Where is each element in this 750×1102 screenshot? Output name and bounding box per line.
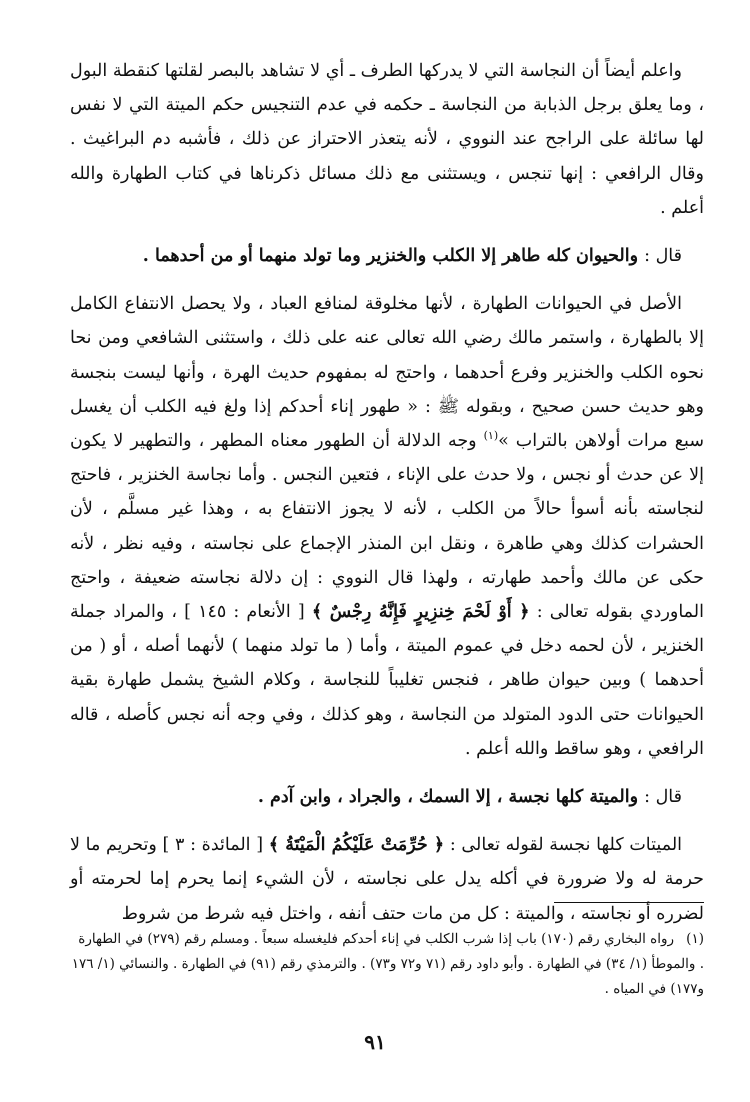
paragraph-2-part-b: وجه الدلالة أن الطهور معناه المطهر ، والتطهير لا يكون إلا عن حدث أو نجس ، ولا حدث على الإناء ، فتعين النجس . وأما نجاسة الخنزير ، فاحتج لنجاسته بأنه أسوأ حالاً من الكلب ، لأنه لا يجوز الانتفاع به ، وهذا غير مسلَّم ، لأن الحشرات كذلك وهي طاهرة ، ونقل ابن المنذر الإجماع على نجاسته ، وفيه نظر ، لأنه حكى عن مالك وأحمد طهارته ، ولهذا قال النووي : إن دلالة نجاسته ضعيفة ، واحتج الماوردي بقوله تعالى : bbox=[70, 431, 704, 623]
quran-verse-maidah: ﴿ حُرِّمَتْ عَلَيْكُمُ الْمَيْتَةُ ﴾ bbox=[268, 835, 445, 856]
heading-carrion bbox=[70, 780, 704, 814]
heading-text: والميتة كلها نجسة ، إلا السمك ، والجراد ، وابن آدم . bbox=[257, 787, 639, 808]
heading-qal: قال : bbox=[644, 246, 682, 267]
footnote-number: (١) bbox=[686, 931, 704, 947]
footnotes bbox=[70, 927, 704, 1002]
paragraph-2-part-a: الأصل في الحيوانات الطهارة ، لأنها مخلوقة لمنافع العباد ، ولا يحصل الانتفاع الكامل إلا بالطهارة ، واستمر مالك رضي الله تعالى عنه على ذلك ، واستثنى الشافعي ومن نحا نحوه الكلب والخنزير وفرع أحدهما ، واحتج له بمفهوم حديث الهرة ، وأنها ليست بنجسة وهو حديث حسن صحيح ، وبقوله ﷺ : « طهور إناء أحدكم إذا ولغ فيه الكلب أن يغسل سبع مرات أولاهن بالتراب » bbox=[70, 294, 704, 452]
paragraph-3 bbox=[70, 828, 704, 931]
paragraph-2-part-c: [ الأنعام : ١٤٥ ] ، والمراد جملة الخنزير ، لأن لحمه دخل في عموم الميتة ، وأما ( ما تولد منهما ) لأنهما أصله ، أو ( من أحدهما ) وبين حيوان طاهر ، فنجس تغليباً للنجاسة ، وكلام الشيخ يشمل طهارة بقية الحيوانات حتى الدود المتولد من النجاسة ، وهو كذلك ، وفي وجه أنه نجس كأصله ، قاله الرافعي ، وهو ساقط والله أعلم . bbox=[70, 602, 704, 759]
paragraph-3-part-a: الميتات كلها نجسة لقوله تعالى : bbox=[444, 835, 683, 856]
footnote-divider bbox=[554, 902, 704, 903]
paragraph-2 bbox=[70, 287, 704, 766]
footnote-reference[interactable]: (١) bbox=[483, 429, 499, 443]
quran-verse-anam: ﴿ أَوْ لَحْمَ خِنزِيرٍ فَإِنَّهُ رِجْسٌ ﴾ bbox=[311, 602, 530, 623]
page-number: ٩١ bbox=[364, 1030, 386, 1054]
paragraph-1: واعلم أيضاً أن النجاسة التي لا يدركها الطرف ـ أي لا تشاهد بالبصر لقلتها كنقطة البول ، وما يعلق برجل الذبابة من النجاسة ـ حكمه في عدم التنجيس حكم الميتة التي لا نفس لها سائلة على الراجح عند النووي ، لأنه يتعذر الاحتراز عن ذلك ، فأشبه دم البراغيث . وقال الرافعي : إنها تنجس ، ويستثنى مع ذلك مسائل ذكرناها في كتاب الطهارة والله أعلم . bbox=[70, 61, 704, 218]
heading-text: والحيوان كله طاهر إلا الكلب والخنزير وما تولد منهما أو من أحدهما . bbox=[142, 246, 639, 267]
paragraph-3-part-b: [ المائدة : ٣ ] وتحريم ما لا حرمة له ولا ضرورة في أكله يدل على نجاسته ، لأن الشيء إنما يحرم إما لحرمته أو لضرره أو نجاسته ، والميتة : كل من مات حتف أنفه ، واختل فيه شرط من شروط bbox=[70, 835, 704, 924]
heading-qal: قال : bbox=[644, 787, 682, 808]
heading-animals bbox=[70, 239, 704, 273]
page-body bbox=[70, 54, 704, 931]
footnote-text: رواه البخاري رقم (١٧٠) باب إذا شرب الكلب في إناء أحدكم فليغسله سبعاً . ومسلم رقم (٢٧٩) في الطهارة . والموطأ (١/ ٣٤) في الطهارة . وأبو داود رقم (٧١ و٧٢ و٧٣) . والترمذي رقم (٩١) في الطهارة . والنسائي (١/ ١٧٦ و١٧٧) في المياه . bbox=[71, 931, 704, 997]
